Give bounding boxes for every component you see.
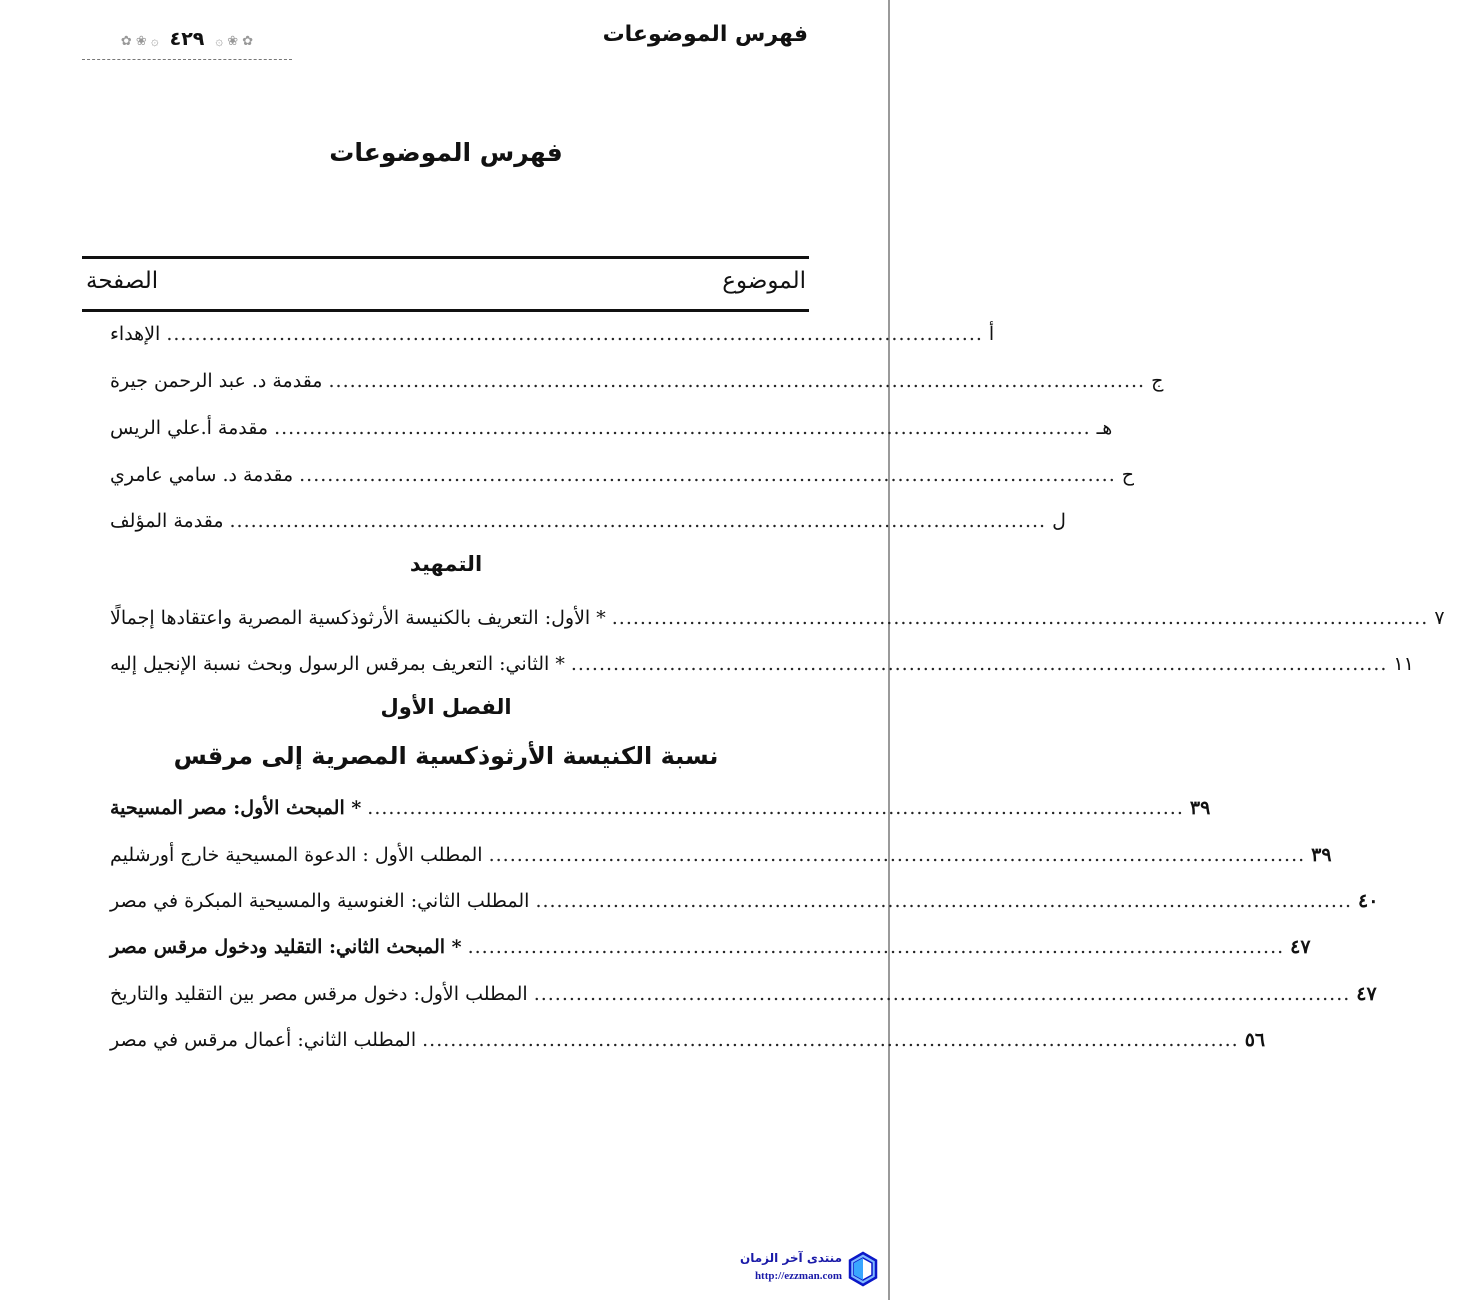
toc-entry-text: * المبحث الأول: مصر المسيحية (110, 797, 362, 819)
toc-entry-page: هـ (1096, 417, 1113, 439)
toc-entry-page: ح (1121, 464, 1134, 486)
dot-leader: .................................................................................................................... (422, 1029, 1239, 1051)
dot-leader: .................................................................................................................... (488, 844, 1306, 866)
toc-entry-text: الإهداء (110, 323, 161, 345)
watermark-url[interactable]: http://ezzman.com (754, 1270, 842, 1282)
table-top-rule (82, 256, 809, 259)
toc-entry-page: ج (1151, 370, 1164, 392)
toc-entry[interactable] (110, 838, 1332, 872)
toc-entry[interactable] (110, 411, 1113, 445)
dot-leader: .................................................................................................................... (467, 936, 1285, 958)
chapter-heading: الفصل الأول (380, 695, 512, 719)
toc-entry[interactable] (110, 791, 1211, 825)
toc-entry-page: ل (1052, 510, 1066, 532)
watermark-name: منتدى آخر الزمان (740, 1251, 842, 1265)
toc-entry-page: ٤٠ (1358, 890, 1379, 912)
dot-leader: .................................................................................................................... (611, 607, 1429, 629)
toc-entry-page: ٧ (1434, 607, 1445, 629)
toc-entry[interactable] (110, 601, 1445, 635)
toc-entry[interactable] (110, 1023, 1266, 1057)
table-header-rule (82, 309, 809, 312)
chapter-subheading: نسبة الكنيسة الأرثوذكسية المصرية إلى مرقس (173, 742, 719, 770)
toc-entry-text: مقدمة د. عبد الرحمن جيرة (110, 370, 323, 392)
toc-entry-page: ٥٦ (1244, 1029, 1266, 1051)
dot-leader: .................................................................................................................... (533, 983, 1351, 1005)
toc-entry-page: ٣٩ (1311, 844, 1332, 866)
toc-entry-page: ٤٧ (1290, 936, 1311, 958)
column-header-page: الصفحة (86, 268, 159, 294)
toc-entry-page: ٣٩ (1189, 797, 1211, 819)
toc-entry-text: * الأول: التعريف بالكنيسة الأرثوذكسية المصرية واعتقادها إجمالًا (110, 607, 606, 629)
dot-leader: .................................................................................................................... (328, 370, 1146, 392)
section-heading-introduction: التمهيد (409, 552, 483, 576)
toc-entry[interactable] (110, 364, 1164, 398)
toc-entry-page: ٤٧ (1356, 983, 1377, 1005)
dot-leader: .................................................................................................................... (166, 323, 983, 345)
dot-leader: .................................................................................................................... (570, 653, 1388, 675)
toc-entry[interactable] (110, 977, 1377, 1011)
toc-entry-text: * المبحث الثاني: التقليد ودخول مرقس مصر (110, 936, 462, 958)
dot-leader: .................................................................................................................... (229, 510, 1047, 532)
toc-entry-text: المطلب الأول : الدعوة المسيحية خارج أورشليم (110, 844, 483, 866)
dot-leader: .................................................................................................................... (274, 417, 1091, 439)
column-header-subject: الموضوع (722, 268, 806, 294)
page-number-rule (82, 58, 292, 60)
toc-entry[interactable] (110, 458, 1134, 492)
page-number: ٤٢٩ (169, 28, 205, 50)
toc-entry[interactable] (110, 647, 1414, 681)
forum-watermark[interactable] (724, 1250, 884, 1290)
ornament-left: ۞ ❀ ✿ (120, 34, 159, 49)
toc-entry[interactable] (110, 504, 1066, 538)
toc-entry-page: أ (988, 323, 995, 345)
ornament-right: ✿ ❀ ۞ (215, 34, 254, 49)
toc-entry-text: المطلب الثاني: الغنوسية والمسيحية المبكرة في مصر (110, 890, 530, 912)
dot-leader: .................................................................................................................... (535, 890, 1353, 912)
toc-entry-text: مقدمة د. سامي عامري (110, 464, 294, 486)
dot-leader: .................................................................................................................... (299, 464, 1116, 486)
toc-entry[interactable] (110, 930, 1311, 964)
page-title: فهرس الموضوعات (329, 138, 563, 167)
toc-entry-text: مقدمة المؤلف (110, 510, 224, 532)
running-header-title: فهرس الموضوعات (602, 22, 808, 47)
toc-entry-text: المطلب الثاني: أعمال مرقس في مصر (110, 1029, 417, 1051)
toc-entry-page: ١١ (1393, 653, 1414, 675)
toc-entry[interactable] (110, 884, 1379, 918)
toc-entry[interactable] (110, 317, 995, 351)
hexagon-shield-icon (848, 1252, 878, 1286)
page-number-block (82, 28, 292, 62)
dot-leader: .................................................................................................................... (367, 797, 1184, 819)
toc-entry-text: مقدمة أ.علي الريس (110, 417, 269, 439)
toc-entry-text: المطلب الأول: دخول مرقس مصر بين التقليد والتاريخ (110, 983, 528, 1005)
toc-entry-text: * الثاني: التعريف بمرقس الرسول وبحث نسبة الإنجيل إليه (110, 653, 565, 675)
